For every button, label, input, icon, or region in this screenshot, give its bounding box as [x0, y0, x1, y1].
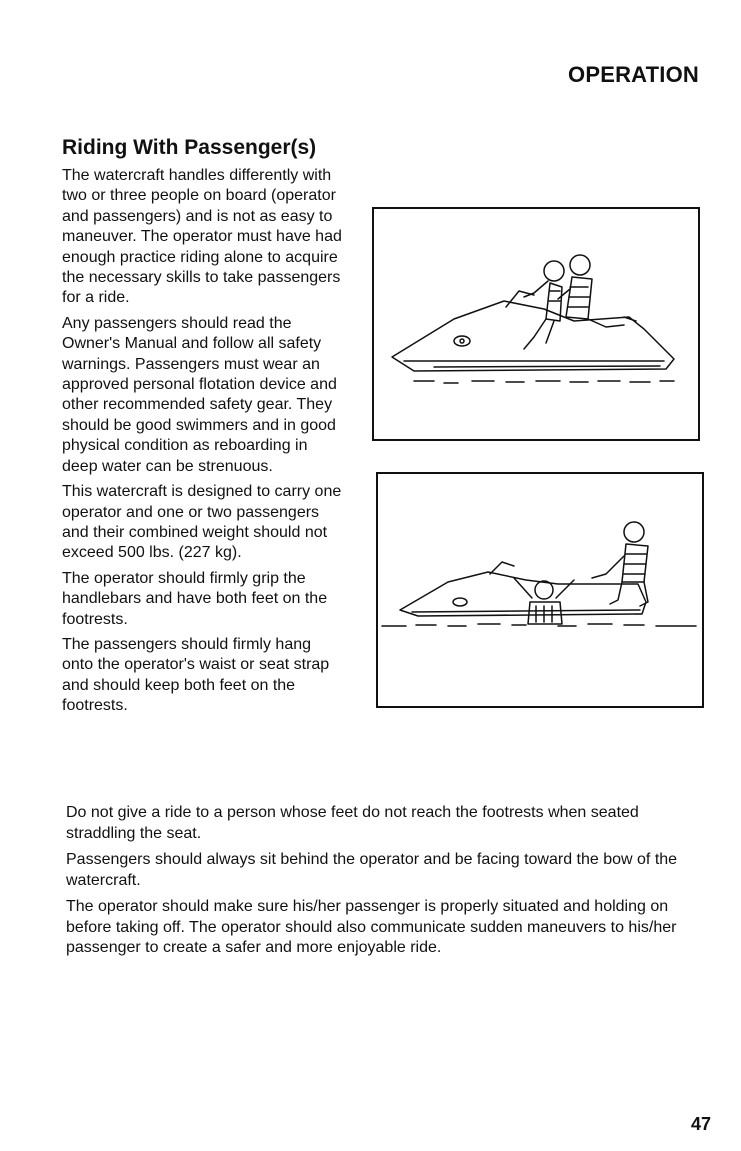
seated-rider-head — [624, 522, 644, 542]
swimmer-head — [535, 581, 553, 599]
paragraph-passenger-safety: Any passengers should read the Owner's Manual and follow all safety warnings. Passengers must wear an approved personal flotation device and other recommended safety gear. They should be good swimmers and in good physical condition as reboarding in deep water can be strenuous. — [62, 314, 337, 475]
paragraph-operator-grip: The operator should firmly grip the handlebars and have both feet on the footrests. — [62, 569, 328, 628]
paragraph-handling: The watercraft handles differently with two or three people on board (operator and passengers) and is not as easy to maneuver. The operator must have had enough practice riding alone to acquire the necessary skills to take passengers for a ride. — [62, 167, 342, 307]
watercraft-hull — [400, 572, 646, 616]
paragraph-capacity: This watercraft is designed to carry one operator and one or two passengers and their combined weight should not exceed 500 lbs. (227 kg). — [62, 483, 342, 562]
seated-rider-body — [622, 544, 648, 582]
paragraph-passenger-grip: The passengers should firmly hang onto the operator's waist or seat strap and should keep both feet on the footrests. — [62, 635, 330, 715]
passenger-body — [566, 277, 592, 319]
paragraph-feet-reach: Do not give a ride to a person whose feet do not reach the footrests when seated straddling the seat. — [66, 804, 639, 842]
section-header: OPERATION — [568, 62, 699, 87]
page-number: 47 — [690, 1114, 711, 1134]
paragraph-communication: The operator should make sure his/her passenger is properly situated and holding on before taking off. The operator should also communicate sudden maneuvers to his/her passenger to create a safer and more enjoyable ride. — [66, 898, 677, 956]
illustration-reboarding — [376, 472, 704, 708]
section-subheading: Riding With Passenger(s) — [62, 136, 317, 159]
reboarding-drawing — [378, 474, 702, 706]
paragraph-seating-direction: Passengers should always sit behind the operator and be facing toward the bow of the watercraft. — [66, 851, 678, 889]
watercraft-riders-drawing — [374, 209, 698, 439]
illustration-two-riders — [372, 207, 700, 441]
passenger-head — [570, 255, 590, 275]
water-line — [414, 381, 674, 383]
bottom-text — [66, 803, 711, 965]
operator-head — [544, 261, 564, 281]
left-column-text — [62, 166, 344, 722]
